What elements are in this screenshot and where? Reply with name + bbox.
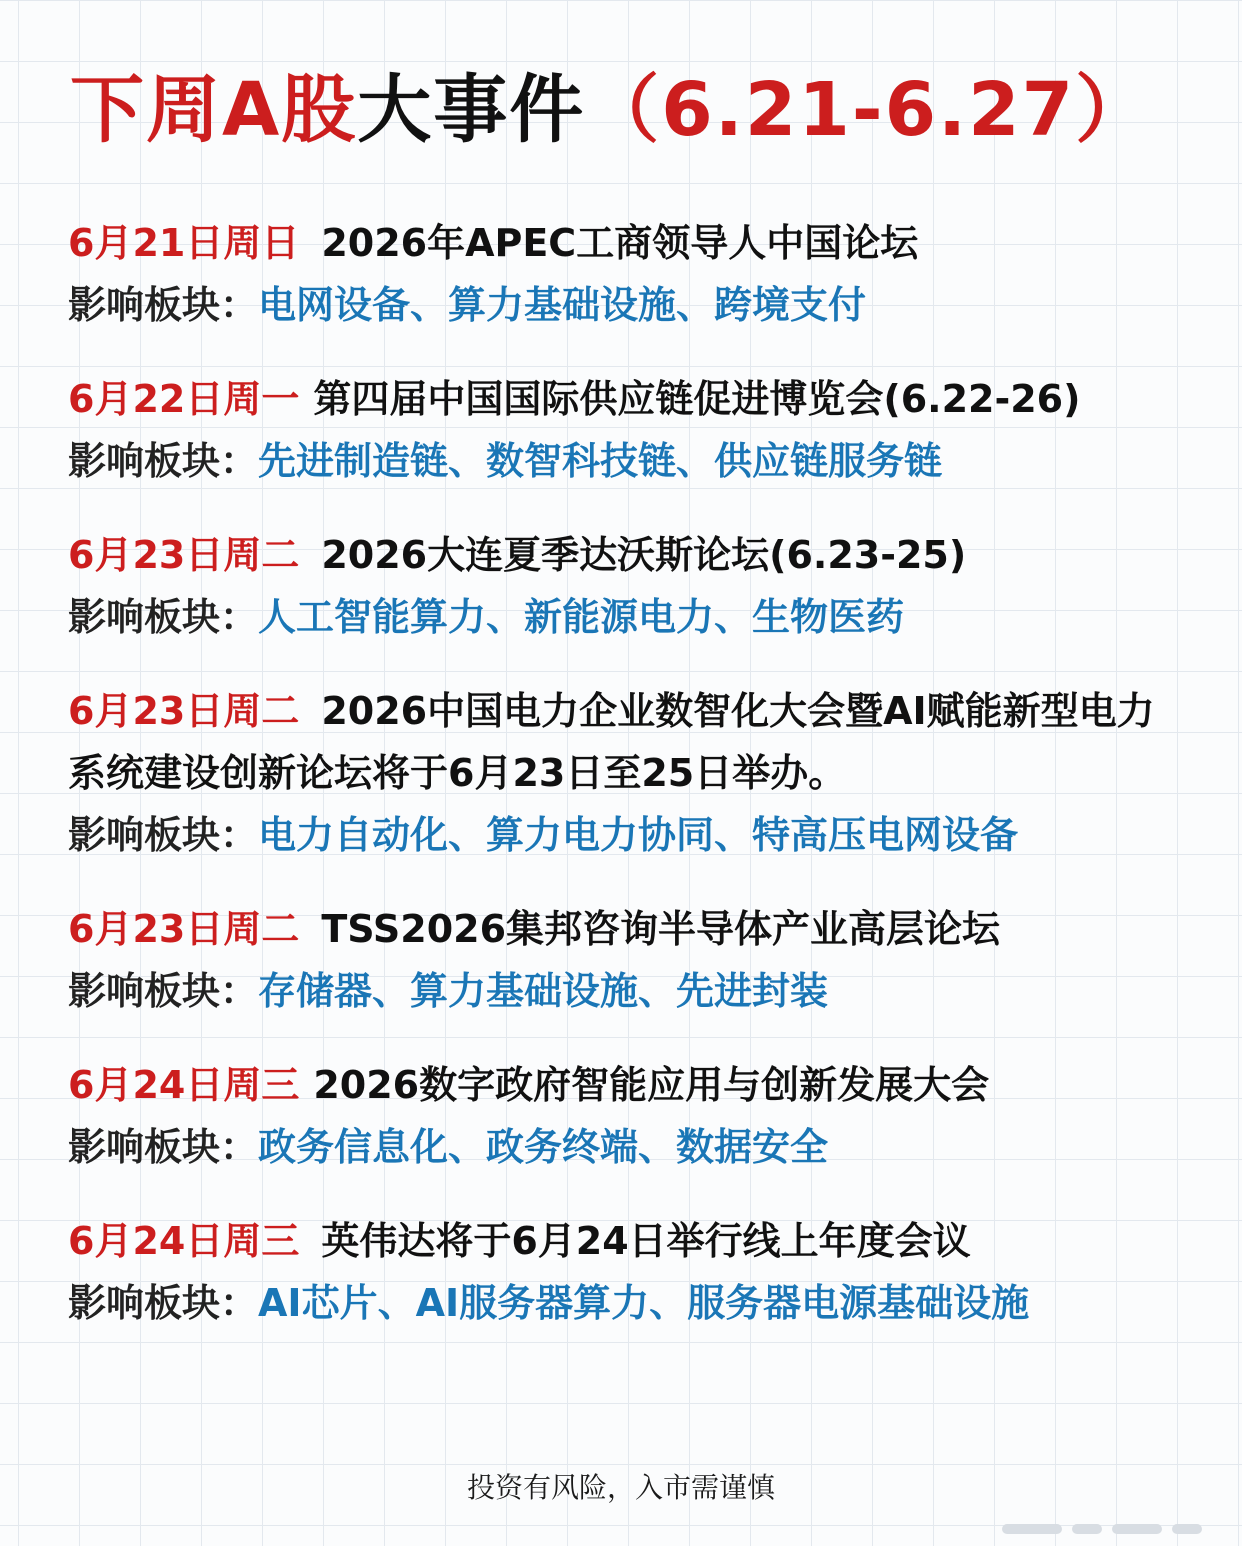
event-title: 2026大连夏季达沃斯论坛(6.23-25) [321, 533, 967, 577]
event-title: TSS2026集邦咨询半导体产业高层论坛 [321, 907, 1001, 951]
event-line [68, 524, 1218, 586]
event-date: 6月23日周二 [68, 689, 300, 733]
event-title: 2026中国电力企业数智化大会暨AI赋能新型电力系统建设创新论坛将于6月23日至25日举办。 [68, 689, 1155, 795]
impact-label: 影响板块： [68, 283, 259, 327]
event-title: 第四届中国国际供应链促进博览会(6.22-26) [313, 377, 1081, 421]
impact-line [68, 274, 1218, 336]
event-item [68, 1054, 1218, 1178]
event-list [68, 212, 1218, 1366]
event-date: 6月23日周二 [68, 533, 300, 577]
title-date-range: （6.21-6.27） [585, 67, 1152, 153]
event-date: 6月21日周日 [68, 221, 300, 265]
event-item [68, 212, 1218, 336]
event-item [68, 524, 1218, 648]
event-line [68, 1210, 1218, 1272]
impact-label: 影响板块： [68, 1125, 259, 1169]
event-line [68, 1054, 1218, 1116]
event-item [68, 898, 1218, 1022]
impact-label: 影响板块： [68, 595, 259, 639]
impact-line [68, 960, 1218, 1022]
title-red-part: 下周A股 [70, 67, 358, 153]
impact-line [68, 1272, 1218, 1334]
event-date: 6月24日周三 [68, 1063, 300, 1107]
event-item [68, 680, 1218, 866]
impact-sectors: 人工智能算力、新能源电力、生物医药 [258, 595, 905, 639]
impact-sectors: 先进制造链、数智科技链、供应链服务链 [258, 439, 943, 483]
risk-disclaimer: 投资有风险，入市需谨慎 [466, 1471, 775, 1504]
watermark-bars-icon [1002, 1522, 1202, 1536]
impact-line [68, 804, 1218, 866]
impact-label: 影响板块： [68, 1281, 259, 1325]
event-title: 2026年APEC工商领导人中国论坛 [321, 221, 919, 265]
impact-line [68, 1116, 1218, 1178]
impact-line [68, 586, 1218, 648]
impact-sectors: 存储器、算力基础设施、先进封装 [258, 969, 829, 1013]
event-line [68, 898, 1218, 960]
event-title: 2026数字政府智能应用与创新发展大会 [313, 1063, 990, 1107]
event-line [68, 212, 1218, 274]
impact-label: 影响板块： [68, 813, 259, 857]
impact-sectors: 电力自动化、算力电力协同、特高压电网设备 [258, 813, 1019, 857]
event-item [68, 1210, 1218, 1334]
title-black-part: 大事件 [357, 67, 586, 153]
event-date: 6月23日周二 [68, 907, 300, 951]
event-item [68, 368, 1218, 492]
event-title: 英伟达将于6月24日举行线上年度会议 [321, 1219, 971, 1263]
impact-sectors: 电网设备、算力基础设施、跨境支付 [258, 283, 867, 327]
impact-sectors: 政务信息化、政务终端、数据安全 [258, 1125, 829, 1169]
impact-label: 影响板块： [68, 439, 259, 483]
impact-sectors: AI芯片、AI服务器算力、服务器电源基础设施 [258, 1281, 1030, 1325]
page-title [70, 60, 1151, 160]
event-line [68, 680, 1178, 804]
event-date: 6月24日周三 [68, 1219, 300, 1263]
event-date: 6月22日周一 [68, 377, 300, 421]
impact-label: 影响板块： [68, 969, 259, 1013]
event-line [68, 368, 1218, 430]
impact-line [68, 430, 1218, 492]
